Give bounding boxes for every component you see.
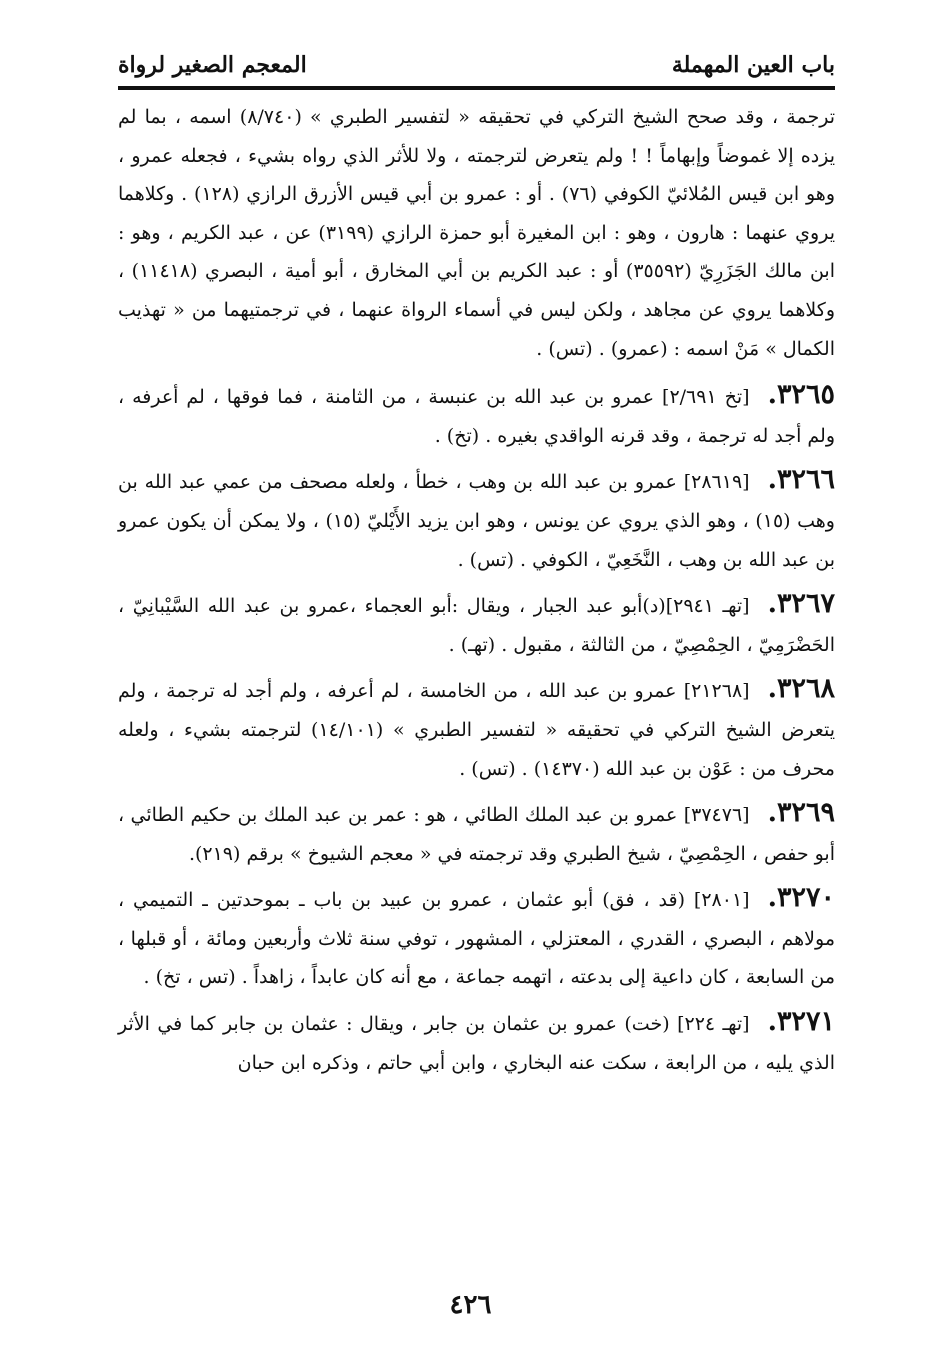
entry-number: ٣٢٦٨ . <box>768 673 835 704</box>
entry-text: [٣٧٤٧٦] عمرو بن عبد الملك الطائي ، هو : عمر بن عبد الملك بن حكيم الطائي ، أبو حفص ، الحِمْصِيّ ، شيخ الطبري وقد ترجمته في « معجم الشيوخ » برقم (٢١٩). <box>118 804 835 865</box>
header-book-title: المعجم الصغير لرواة <box>118 52 307 78</box>
entry-text: [تخ ٢/٦٩١] عمرو بن عبد الله بن عنبسة ، من الثامنة ، فما فوقها ، لم أعرفه ، ولم أجد له ترجمة ، وقد قرنه الواقدي بغيره . (تخ) . <box>118 386 835 447</box>
entry-text: [٢٨٠١] (قد ، فق) أبو عثمان ، عمرو بن عبيد بن باب ـ بموحدتين ـ التميمي ، مولاهم ، البصري ، القدري ، المعتزلي ، المشهور ، توفي سنة ثلاث وأربعين ومائة ، أو قبلها ، من السابعة ، كان داعية إلى بدعته ، اتهمه جماعة ، مع أنه كان عابداً ، زاهداً . (تس ، تخ) . <box>118 889 835 989</box>
entry-3265 <box>118 376 835 455</box>
entry-number: ٣٢٦٦ . <box>768 464 835 495</box>
entry-text: [تهـ ٢٩٤١](د)أبو عبد الجبار ، ويقال :أبو العجماء ،عمرو بن عبد الله السَّيْبانِيّ ، الحَضْرَمِيّ ، الحِمْصِيّ ، من الثالثة ، مقبول . (تهـ) . <box>118 595 835 656</box>
entry-text: [٢١٢٦٨] عمرو بن عبد الله ، من الخامسة ، لم أعرفه ، ولم أجد له ترجمة ، ولم يتعرض الشيخ التركي في تحقيقه « لتفسير الطبري » (١٤/١٠١) لترجمته بشيء ، ولعله محرف من : عَوْن بن عبد الله (١٤٣٧٠) . (تس) . <box>118 680 835 780</box>
entry-text: [تهـ ٢٢٤] (خت) عمرو بن عثمان بن جابر ، ويقال : عثمان بن جابر كما في الأثر الذي يليه ، من الرابعة ، سكت عنه البخاري ، وابن أبي حاتم ، وذكره ابن حبان <box>118 1013 835 1074</box>
header-rule <box>118 86 835 90</box>
header-chapter-title: باب العين المهملة <box>671 52 835 78</box>
page-header <box>118 38 835 78</box>
entry-number: ٣٢٧١ . <box>768 1006 835 1037</box>
entry-3270 <box>118 879 835 997</box>
entry-3267 <box>118 585 835 664</box>
entry-3266 <box>118 461 835 579</box>
page-body <box>118 98 835 1088</box>
entry-3268 <box>118 670 835 788</box>
entry-3269 <box>118 794 835 873</box>
entry-number: ٣٢٦٥ . <box>768 379 835 410</box>
entry-number: ٣٢٧٠ . <box>768 882 835 913</box>
page-number: ٤٢٦ <box>449 1290 492 1320</box>
entry-number: ٣٢٦٧ . <box>768 588 835 619</box>
entry-3271 <box>118 1003 835 1082</box>
intro-paragraph: ترجمة ، وقد صحح الشيخ التركي في تحقيقه « لتفسير الطبري » (٨/٧٤٠) اسمه ، بما لم يزده إلا غموضاً وإبهاماً ! ! ولم يتعرض لترجمته ، ولا للأثر الذي رواه بشيء ، فجعله عمرو ، وهو ابن قيس المُلائيّ الكوفي (٧٦) . أو : عمرو بن أبي قيس الأزرق الرازي (١٢٨) . وكلاهما يروي عنهما : هارون ، وهو : ابن المغيرة أبو حمزة الرازي (٣١٩٩) عن ، عبد الكريم ، وهو : ابن مالك الجَزَرِيّ (٣٥٥٩٢) أو : عبد الكريم بن أبي المخارق ، أبو أمية ، البصري (١١٤١٨) ، وكلاهما يروي عن مجاهد ، ولكن ليس في أسماء الرواة عنهما ، في ترجمتيهما من « تهذيب الكمال » مَنْ اسمه : (عمرو) . (تس) . <box>118 106 836 360</box>
entry-number: ٣٢٦٩ . <box>768 797 835 828</box>
entry-text: [٢٨٦١٩] عمرو بن عبد الله بن وهب ، خطأ ، ولعله مصحف من عمي عبد الله بن وهب (١٥) ، وهو الذي يروي عن يونس ، وهو ابن يزيد الأَيْليّ (١٥) ، ولا يمكن أن يكون عمرو بن عبد الله بن وهب ، النَّخَعِيّ ، الكوفي . (تس) . <box>118 471 835 571</box>
